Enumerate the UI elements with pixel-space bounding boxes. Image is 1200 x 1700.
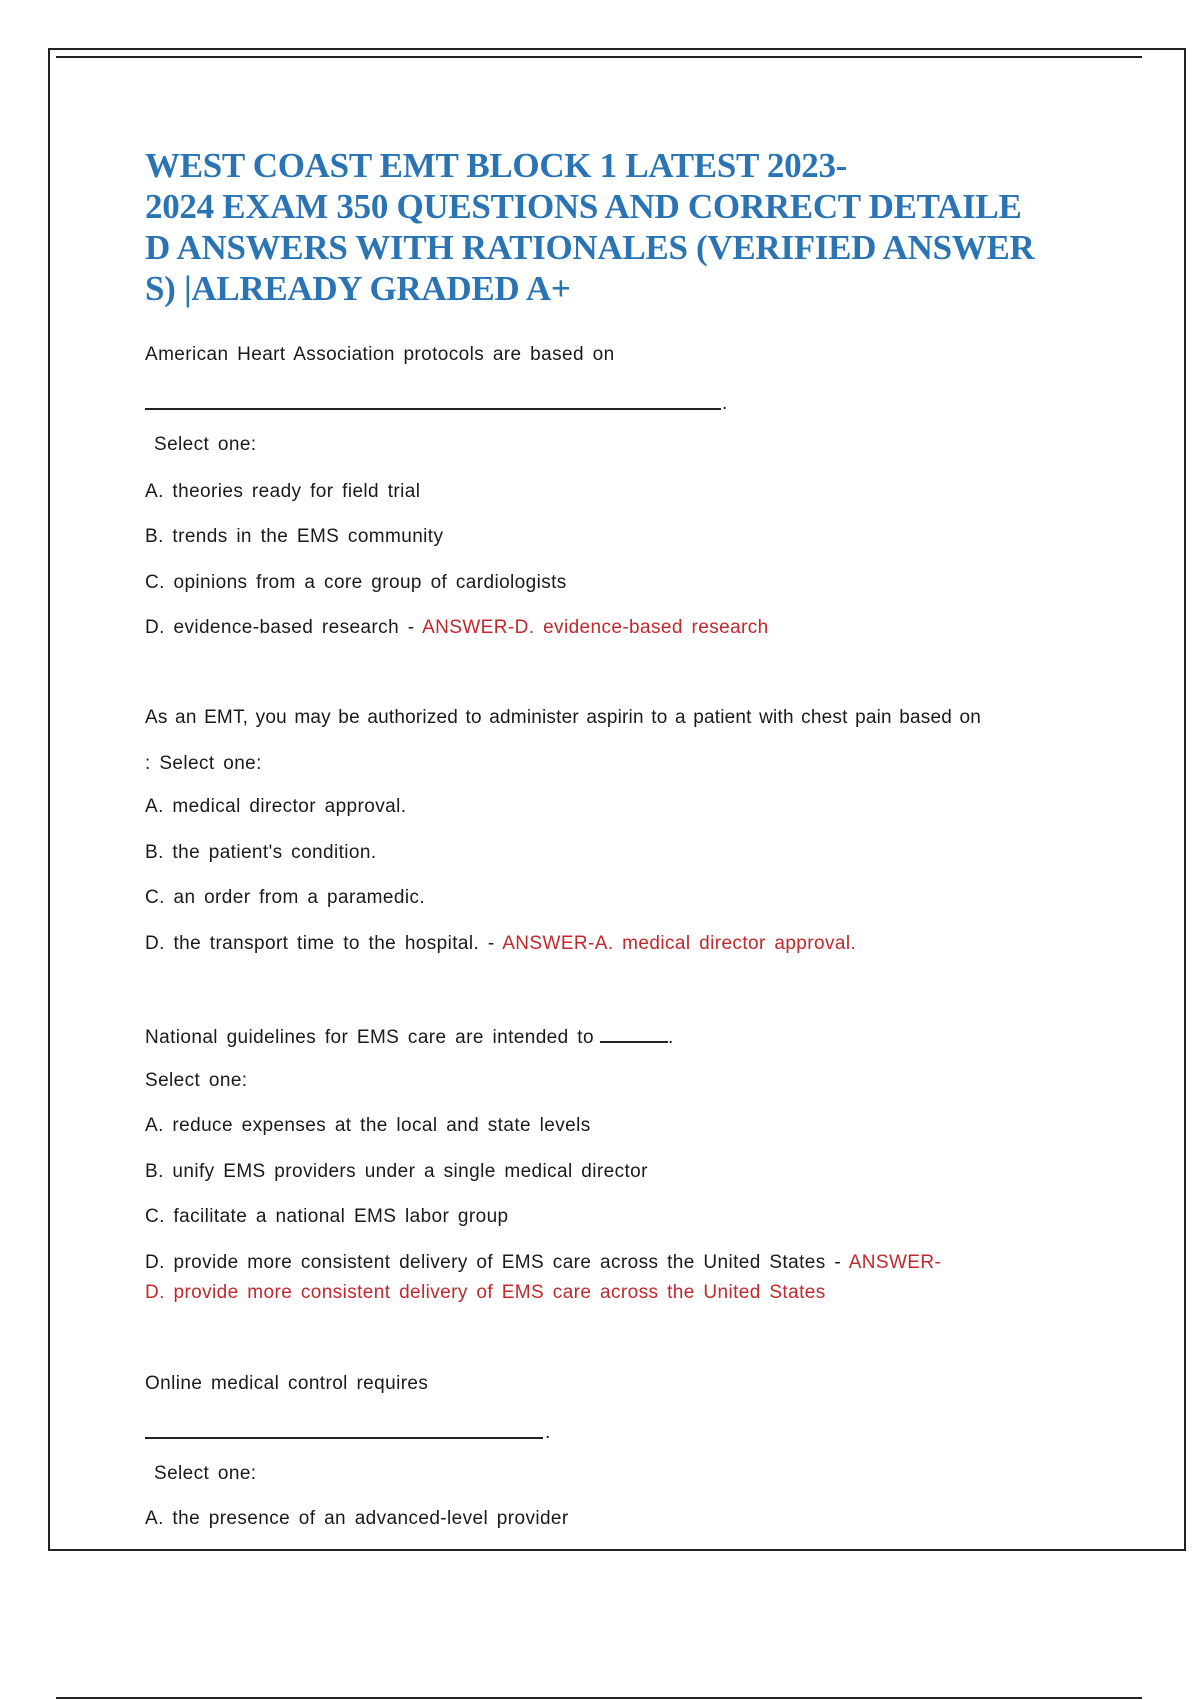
question-3-option-d-text: D. provide more consistent delivery of EMS care across the United States	[145, 1252, 826, 1273]
question-4-select-label: Select one:	[154, 1463, 257, 1484]
question-1-answer: ANSWER-D. evidence-based research	[422, 617, 769, 638]
question-3-answer-continued: D. provide more consistent delivery of EMS care across the United States	[145, 1282, 826, 1303]
question-2-option-c: C. an order from a paramedic.	[145, 887, 426, 908]
question-2-select-label: : Select one:	[145, 753, 262, 774]
question-4-blank	[145, 1437, 543, 1439]
title-line: WEST COAST EMT BLOCK 1 LATEST 2023-	[145, 146, 848, 185]
question-1-select-label: Select one:	[154, 434, 257, 455]
question-3-option-d	[145, 1251, 941, 1275]
question-3-option-a: A. reduce expenses at the local and state levels	[145, 1115, 591, 1136]
question-2-option-d	[145, 932, 856, 956]
document-title	[145, 145, 1105, 309]
question-4-prompt: Online medical control requires	[145, 1373, 429, 1394]
question-1-prompt: American Heart Association protocols are based on	[145, 344, 615, 365]
question-1-option-c: C. opinions from a core group of cardiologists	[145, 572, 567, 593]
question-3-prompt	[145, 1023, 674, 1050]
question-3-answer-start: ANSWER-	[848, 1252, 942, 1273]
question-2-prompt: As an EMT, you may be authorized to administer aspirin to a patient with chest pain based on	[145, 707, 982, 728]
question-1-blank-tail: .	[722, 393, 728, 414]
answer-separator: -	[479, 933, 503, 954]
title-line: S) |ALREADY GRADED A+	[145, 269, 571, 308]
question-3-blank	[600, 1023, 668, 1043]
question-2-option-b: B. the patient's condition.	[145, 842, 377, 863]
title-line: 2024 EXAM 350 QUESTIONS AND CORRECT DETAILE	[145, 187, 1022, 226]
question-2-option-d-text: D. the transport time to the hospital.	[145, 933, 480, 954]
question-2-answer: ANSWER-A. medical director approval.	[502, 933, 857, 954]
question-1-option-d	[145, 616, 769, 640]
bottom-rule	[56, 1697, 1142, 1699]
top-rule	[56, 56, 1142, 58]
question-3-blank-tail: .	[667, 1027, 674, 1048]
question-1-blank	[145, 408, 721, 410]
question-3-option-b: B. unify EMS providers under a single medical director	[145, 1161, 648, 1182]
question-4-option-a: A. the presence of an advanced-level provider	[145, 1508, 569, 1529]
question-1-option-b: B. trends in the EMS community	[145, 526, 444, 547]
question-1-option-d-text: D. evidence-based research	[145, 617, 400, 638]
question-3-option-c: C. facilitate a national EMS labor group	[145, 1206, 509, 1227]
question-3-prompt-text: National guidelines for EMS care are intended to	[145, 1027, 594, 1048]
question-2-option-a: A. medical director approval.	[145, 796, 407, 817]
question-4-blank-tail: .	[545, 1422, 551, 1443]
answer-separator: -	[825, 1252, 849, 1273]
title-line: D ANSWERS WITH RATIONALES (VERIFIED ANSWER	[145, 228, 1035, 267]
question-3-select-label: Select one:	[145, 1070, 248, 1091]
answer-separator: -	[399, 617, 423, 638]
question-1-option-a: A. theories ready for field trial	[145, 481, 421, 502]
